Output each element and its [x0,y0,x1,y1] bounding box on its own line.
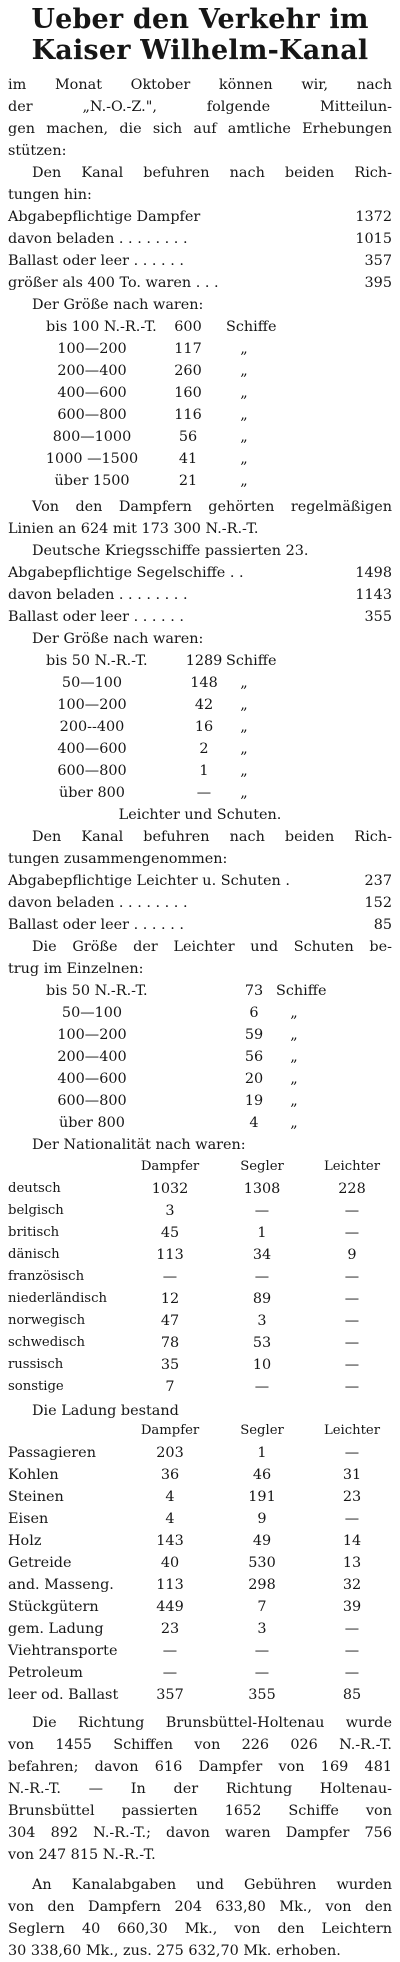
steamers-size-range: 1000 —1500 [45,451,139,467]
nationality-cell: 12 [160,1291,180,1307]
lighters-size-range: 50—100 [61,1005,123,1021]
nationality-cell: — [344,1203,360,1219]
sailing-size-count: 1 [199,763,209,779]
sailing-size-range: 50—100 [61,675,123,691]
lighters-total-label: davon beladen . . . . . . . . [8,895,188,911]
cargo-cell: — [254,1643,270,1659]
cargo-row-label: Kohlen [8,1467,59,1483]
cargo-cell: 449 [156,1599,184,1615]
cargo-row-label: Passagieren [8,1445,96,1461]
lighters-size-unit: „ [290,1093,298,1109]
nationality-row-label: britisch [8,1225,60,1240]
cargo-cell: 7 [257,1599,267,1615]
nationality-cell: — [344,1335,360,1351]
steamers-total-label: größer als 400 To. waren . . . [8,275,219,291]
cargo-cell: — [344,1665,360,1681]
fees-line: Seglern 40 660,30 Mk., von den Leichtern [8,1921,392,1937]
sailing-size-unit: Schiffe [226,653,277,669]
sailing-total-label: davon beladen . . . . . . . . [8,587,188,603]
sailing-size-range: bis 50 N.-R.-T. [46,653,148,669]
article-title [0,4,400,66]
intro-line: im Monat Oktober können wir, nach [8,77,392,93]
sailing-size-range: 200--400 [59,719,125,735]
nationality-column-header: Segler [240,1159,284,1174]
nationality-row-label: dänisch [8,1247,60,1262]
nationality-cell: 113 [156,1247,184,1263]
intro-line: der „N.-O.-Z.", folgende Mitteilun- [8,99,392,115]
cargo-cell: 23 [160,1621,180,1637]
steamers-size-count: 116 [174,407,202,423]
sailing-total-value: 1143 [355,587,392,603]
lighters-size-unit: „ [290,1049,298,1065]
cargo-cell: 3 [257,1621,267,1637]
nationality-cell: — [344,1379,360,1395]
nationality-heading: Der Nationalität nach waren: [32,1137,246,1153]
steamers-total-value: 395 [364,275,392,291]
cargo-row-label: Holz [8,1533,42,1549]
steamers-size-count: 56 [178,429,198,445]
steamers-size-unit: „ [240,473,248,489]
cargo-cell: 23 [342,1489,362,1505]
steamers-total-label: Abgabepflichtige Dampfer [8,209,201,225]
lighters-size-intro-line: trug im Einzelnen: [8,961,144,977]
nationality-cell: 10 [252,1357,272,1373]
direction-line: Brunsbüttel passierten 1652 Schiffe von [8,1803,392,1819]
nationality-cell: 3 [257,1313,267,1329]
sailing-size-range: 600—800 [57,763,127,779]
sailing-size-count: 42 [194,697,214,713]
cargo-cell: 40 [160,1555,180,1571]
nationality-cell: 7 [165,1379,175,1395]
steamers-size-range: 200—400 [57,363,127,379]
steamers-size-unit: „ [240,363,248,379]
sailing-size-count: 148 [190,675,218,691]
nationality-row-label: belgisch [8,1203,64,1218]
cargo-column-header: Dampfer [140,1423,200,1438]
warships-note: Deutsche Kriegsschiffe passierten 23. [32,543,309,559]
cargo-cell: — [162,1643,178,1659]
cargo-column-header: Leichter [323,1423,381,1438]
cargo-cell: — [254,1665,270,1681]
nationality-cell: — [344,1313,360,1329]
cargo-cell: 355 [248,1687,276,1703]
sailing-size-heading: Der Größe nach waren: [32,631,204,647]
steamers-size-range: 800—1000 [52,429,132,445]
sailing-size-count: 1289 [185,653,223,669]
sailing-size-unit: „ [240,785,248,801]
cargo-cell: 203 [156,1445,184,1461]
cargo-cell: 14 [342,1533,362,1549]
steamers-size-count: 600 [174,319,202,335]
lighters-size-range: bis 50 N.-R.-T. [46,983,148,999]
cargo-cell: 298 [248,1577,276,1593]
cargo-row-label: gem. Ladung [8,1621,104,1637]
cargo-cell: 32 [342,1577,362,1593]
lighters-size-unit: „ [290,1115,298,1131]
steamers-size-unit: „ [240,429,248,445]
steamers-size-count: 21 [178,473,198,489]
steamers-size-unit: „ [240,407,248,423]
steamers-size-unit: „ [240,385,248,401]
cargo-cell: 39 [342,1599,362,1615]
nationality-cell: — [254,1379,270,1395]
sailing-size-unit: „ [240,697,248,713]
nationality-row-label: deutsch [8,1181,61,1196]
sailing-size-count: 16 [194,719,214,735]
fees-line: von den Dampfern 204 633,80 Mk., von den [8,1899,392,1915]
cargo-row-label: Stückgütern [8,1599,99,1615]
cargo-cell: — [344,1445,360,1461]
steamers-size-range: 400—600 [57,385,127,401]
steamers-total-value: 1015 [355,231,392,247]
cargo-cell: — [162,1665,178,1681]
lighters-size-count: 59 [244,1027,264,1043]
steamers-size-count: 260 [174,363,202,379]
cargo-row-label: leer od. Ballast [8,1687,119,1703]
lighters-total-value: 237 [364,873,392,889]
steamers-intro-line: Den Kanal befuhren nach beiden Rich- [32,165,392,181]
cargo-cell: — [344,1511,360,1527]
nationality-cell: 1308 [243,1181,281,1197]
cargo-row-label: and. Masseng. [8,1577,114,1593]
fees-line: An Kanalabgaben und Gebühren wurden [32,1877,392,1893]
nationality-cell: 3 [165,1203,175,1219]
cargo-cell: 113 [156,1577,184,1593]
cargo-heading: Die Ladung bestand [32,1403,179,1419]
lighters-size-unit: „ [290,1071,298,1087]
nationality-cell: — [344,1357,360,1373]
cargo-cell: 9 [257,1511,267,1527]
sailing-size-range: über 800 [59,785,125,801]
steamers-size-count: 160 [174,385,202,401]
cargo-cell: — [344,1643,360,1659]
nationality-cell: 228 [338,1181,366,1197]
sailing-size-unit: „ [240,763,248,779]
lighters-size-range: 200—400 [57,1049,127,1065]
nationality-cell: — [344,1291,360,1307]
direction-line: befahren; davon 616 Dampfer von 169 481 [8,1759,392,1775]
lighters-size-range: 100—200 [57,1027,127,1043]
direction-line: Die Richtung Brunsbüttel-Holtenau wurde [32,1715,392,1731]
cargo-column-header: Segler [240,1423,284,1438]
title-line-2: Kaiser Wilhelm-Kanal [31,35,369,66]
lighters-size-count: 20 [244,1071,264,1087]
cargo-cell: 36 [160,1467,180,1483]
intro-line: gen machen, die sich auf amtliche Erhebungen [8,121,392,137]
steamers-size-heading: Der Größe nach waren: [32,297,204,313]
nationality-cell: — [162,1269,178,1285]
cargo-cell: 4 [165,1511,175,1527]
steamers-note-line: Linien an 624 mit 173 300 N.-R.-T. [8,521,259,537]
sailing-size-unit: „ [240,675,248,691]
nationality-cell: — [254,1203,270,1219]
nationality-column-header: Dampfer [140,1159,200,1174]
cargo-row-label: Steinen [8,1489,64,1505]
lighters-size-count: 73 [244,983,264,999]
steamers-size-unit: Schiffe [226,319,277,335]
steamers-size-count: 41 [178,451,198,467]
nationality-cell: 45 [160,1225,180,1241]
nationality-cell: 78 [160,1335,180,1351]
nationality-cell: 34 [252,1247,272,1263]
sailing-size-unit: „ [240,741,248,757]
direction-line: N.-R.-T. — In der Richtung Holtenau- [8,1781,392,1797]
steamers-total-value: 1372 [355,209,392,225]
cargo-cell: 31 [342,1467,362,1483]
fees-line: 30 338,60 Mk., zus. 275 632,70 Mk. erhoben. [8,1943,341,1959]
steamers-intro-line: tungen hin: [8,187,92,203]
nationality-cell: — [344,1269,360,1285]
cargo-row-label: Viehtransporte [8,1643,118,1659]
lighters-size-range: über 800 [59,1115,125,1131]
steamers-total-label: davon beladen . . . . . . . . [8,231,188,247]
lighters-total-label: Abgabepflichtige Leichter u. Schuten . [8,873,290,889]
lighters-size-range: 400—600 [57,1071,127,1087]
cargo-cell: 530 [248,1555,276,1571]
cargo-cell: 1 [257,1445,267,1461]
nationality-row-label: russisch [8,1357,64,1372]
steamers-size-range: bis 100 N.-R.-T. [46,319,157,335]
nationality-column-header: Leichter [323,1159,381,1174]
steamers-total-value: 357 [364,253,392,269]
nationality-row-label: sonstige [8,1379,64,1394]
steamers-note-line: Von den Dampfern gehörten regelmäßigen [32,499,392,515]
direction-line: 304 892 N.-R.-T.; davon waren Dampfer 756 [8,1825,392,1841]
direction-line: von 1455 Schiffen von 226 026 N.-R.-T. [8,1737,392,1753]
lighters-heading: Leichter und Schuten. [118,807,282,823]
steamers-size-unit: „ [240,451,248,467]
sailing-size-count: 2 [199,741,209,757]
nationality-row-label: schwedisch [8,1335,86,1350]
nationality-cell: 53 [252,1335,272,1351]
cargo-cell: 143 [156,1533,184,1549]
title-line-1: Ueber den Verkehr im [31,4,369,35]
sailing-total-value: 1498 [355,565,392,581]
intro-line: stützen: [8,143,67,159]
direction-line: von 247 815 N.-R.-T. [8,1847,156,1863]
cargo-cell: 191 [248,1489,276,1505]
sailing-total-value: 355 [364,609,392,625]
lighters-size-unit: „ [290,1027,298,1043]
cargo-cell: 4 [165,1489,175,1505]
nationality-row-label: niederländisch [8,1291,107,1306]
nationality-cell: 1 [257,1225,267,1241]
cargo-row-label: Petroleum [8,1665,83,1681]
nationality-cell: — [344,1225,360,1241]
steamers-size-range: über 1500 [54,473,130,489]
lighters-size-unit: „ [290,1005,298,1021]
lighters-total-value: 152 [364,895,392,911]
sailing-size-unit: „ [240,719,248,735]
nationality-cell: — [254,1269,270,1285]
sailing-total-label: Ballast oder leer . . . . . . [8,609,184,625]
lighters-intro-line: tungen zusammengenommen: [8,851,228,867]
lighters-size-range: 600—800 [57,1093,127,1109]
lighters-size-intro-line: Die Größe der Leichter und Schuten be- [32,939,392,955]
cargo-cell: 85 [342,1687,362,1703]
nationality-row-label: norwegisch [8,1313,86,1328]
cargo-cell: 49 [252,1533,272,1549]
lighters-intro-line: Den Kanal befuhren nach beiden Rich- [32,829,392,845]
cargo-cell: 13 [342,1555,362,1571]
lighters-size-count: 56 [244,1049,264,1065]
sailing-total-label: Abgabepflichtige Segelschiffe . . [8,565,244,581]
steamers-total-label: Ballast oder leer . . . . . . [8,253,184,269]
cargo-cell: 357 [156,1687,184,1703]
steamers-size-unit: „ [240,341,248,357]
cargo-row-label: Getreide [8,1555,72,1571]
steamers-size-count: 117 [174,341,202,357]
lighters-size-count: 6 [249,1005,259,1021]
sailing-size-count: — [196,785,212,801]
cargo-row-label: Eisen [8,1511,49,1527]
lighters-size-unit: Schiffe [276,983,327,999]
lighters-total-value: 85 [373,917,392,933]
nationality-cell: 35 [160,1357,180,1373]
nationality-row-label: französisch [8,1269,85,1284]
steamers-size-range: 600—800 [57,407,127,423]
nationality-cell: 9 [347,1247,357,1263]
lighters-total-label: Ballast oder leer . . . . . . [8,917,184,933]
lighters-size-count: 19 [244,1093,264,1109]
nationality-cell: 47 [160,1313,180,1329]
nationality-cell: 1032 [151,1181,189,1197]
cargo-cell: 46 [252,1467,272,1483]
sailing-size-range: 400—600 [57,741,127,757]
lighters-size-count: 4 [249,1115,259,1131]
steamers-size-range: 100—200 [57,341,127,357]
nationality-cell: 89 [252,1291,272,1307]
sailing-size-range: 100—200 [57,697,127,713]
cargo-cell: — [344,1621,360,1637]
